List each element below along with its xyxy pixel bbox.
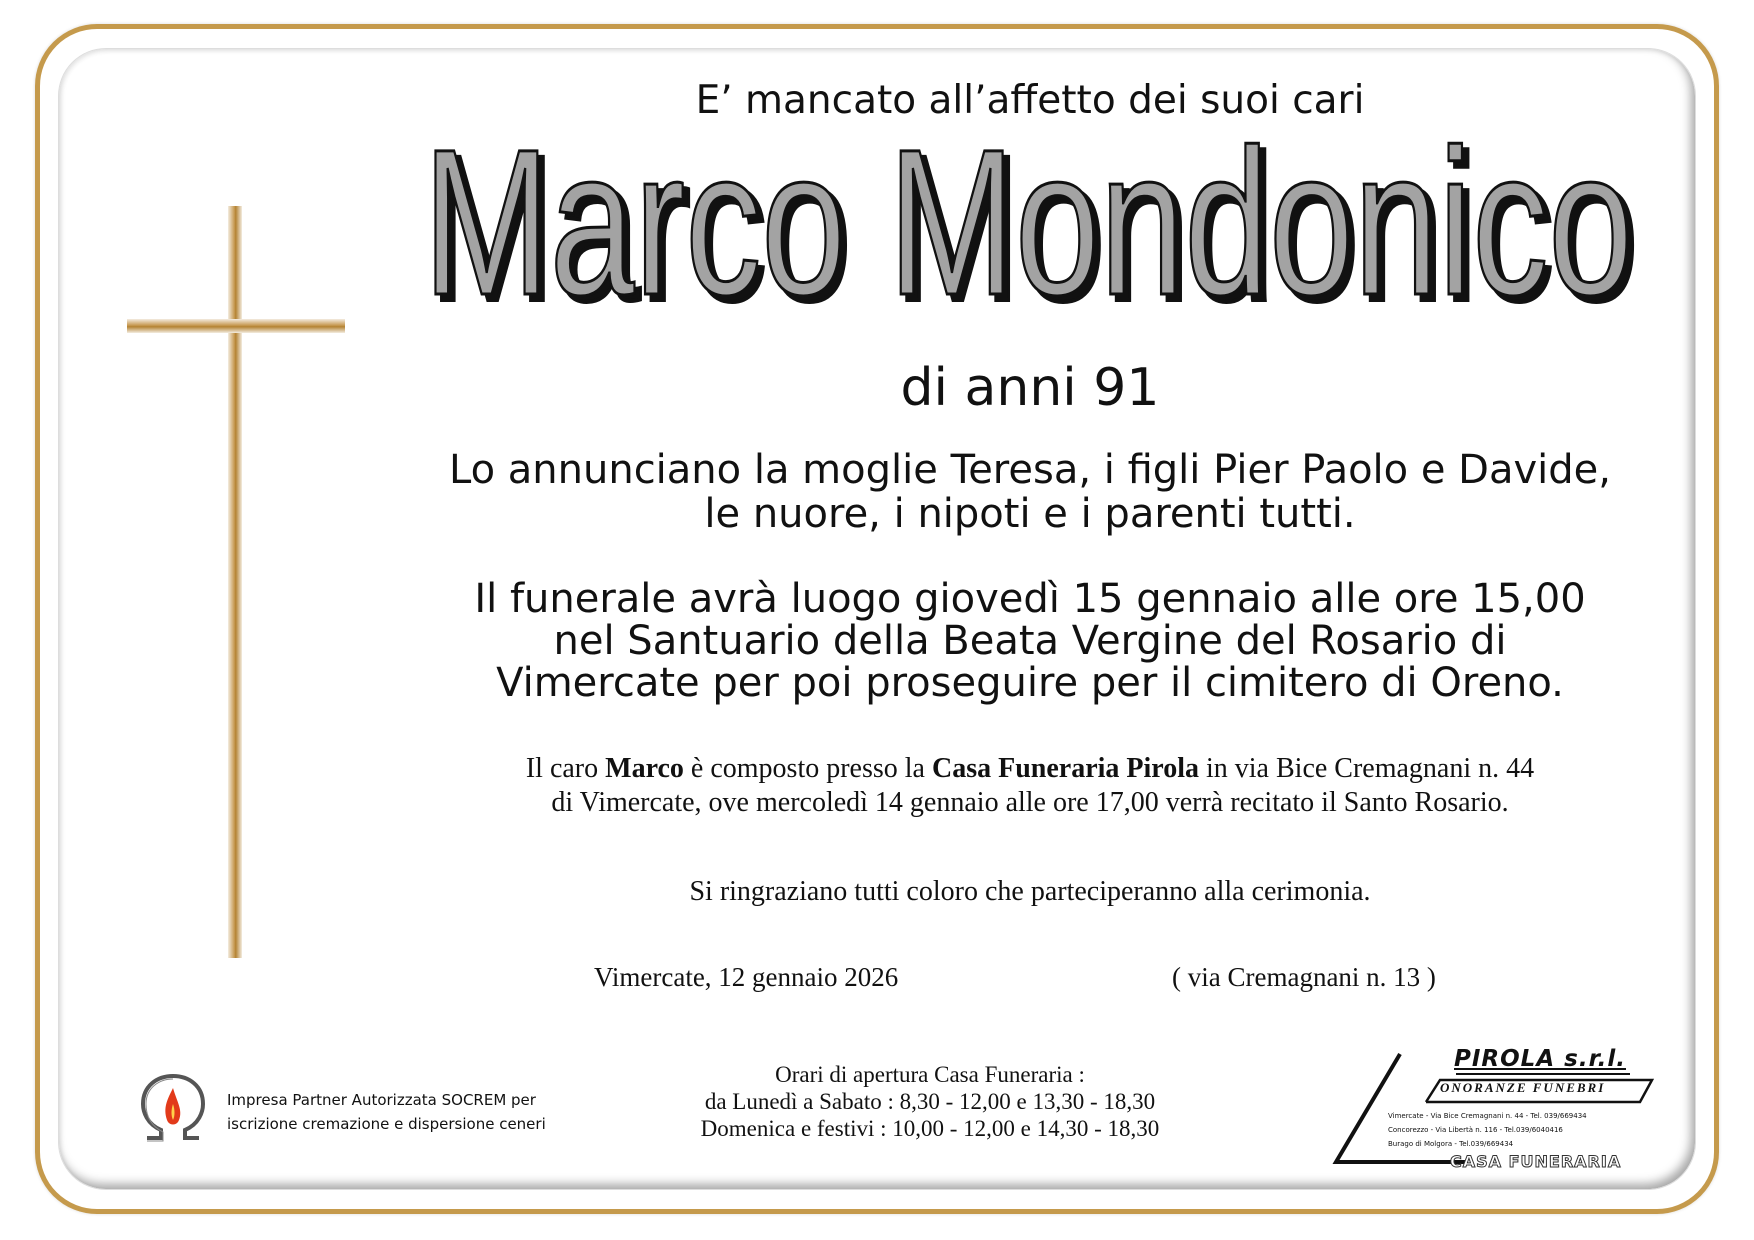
intro-text: E’ mancato all’affetto dei suoi cari [695,78,1365,123]
pirola-address-2: Concorezzo - Via Libertà n. 116 - Tel.039/6040416 [1388,1126,1563,1134]
pirola-address-1: Vimercate - Via Bice Cremagnani n. 44 - Tel. 039/669434 [1388,1112,1587,1120]
family-line-2: le nuore, i nipoti e i parenti tutti. [704,491,1356,537]
thanks-text: Si ringraziano tutti coloro che parteciperanno alla cerimonia. [689,876,1371,907]
pirola-logo [1330,1046,1660,1171]
address: ( via Cremagnani n. 13 ) [1172,962,1436,992]
viewing-name: Marco [605,753,684,784]
deceased-name [420,136,1640,336]
deceased-name-text: Marco Mondonico [423,136,1633,336]
omega-flame-icon [137,1070,209,1144]
pirola-address-3: Burago di Molgora - Tel.039/669434 [1388,1140,1514,1148]
socrem-line-2: iscrizione cremazione e dispersione ceneri [227,1115,546,1133]
place-date: Vimercate, 12 gennaio 2026 [594,962,899,992]
pirola-title: PIROLA s.r.l. [1454,1046,1626,1072]
viewing-pre: Il caro [525,753,606,784]
pirola-subtitle: ONORANZE FUNEBRI [1440,1080,1606,1095]
age-text: di anni 91 [900,358,1160,418]
hours-holidays: Domenica e festivi : 10,00 - 12,00 e 14,30 - 18,30 [700,1116,1160,1141]
opening-hours [650,1061,1210,1142]
family-announcement [380,448,1680,536]
hours-title: Orari di apertura Casa Funeraria : [775,1062,1085,1087]
deceased-name-svg [420,136,1640,336]
funeral-line-2: nel Santuario della Beata Vergine del Rosario di [553,618,1507,664]
funeral-details [380,578,1680,704]
viewing-post: in via Bice Cremagnani n. 44 [1199,753,1535,784]
viewing-details [380,752,1680,820]
viewing-line-2: di Vimercate, ove mercoledì 14 gennaio alle ore 17,00 verrà recitato il Santo Rosario. [551,787,1509,818]
viewing-mid: è composto presso la [683,753,932,784]
viewing-place: Casa Funeraria Pirola [931,753,1199,784]
socrem-line-1: Impresa Partner Autorizzata SOCREM per [227,1091,536,1109]
pirola-casa-funeraria: CASA FUNERARIA [1450,1152,1622,1171]
funeral-line-1: Il funerale avrà luogo giovedì 15 gennaio alle ore 15,00 [474,576,1586,622]
deceased-name-shadow: Marco Mondonico [429,136,1639,336]
cross-horizontal-beam [127,319,345,333]
funeral-line-3: Vimercate per poi proseguire per il cimitero di Oreno. [496,660,1564,706]
hours-weekdays: da Lunedì a Sabato : 8,30 - 12,00 e 13,30 - 18,30 [704,1089,1156,1114]
family-line-1: Lo annunciano la moglie Teresa, i figli Pier Paolo e Davide, [449,447,1611,493]
viewing-line-1 [380,752,1680,786]
socrem-partner-text [227,1088,546,1136]
